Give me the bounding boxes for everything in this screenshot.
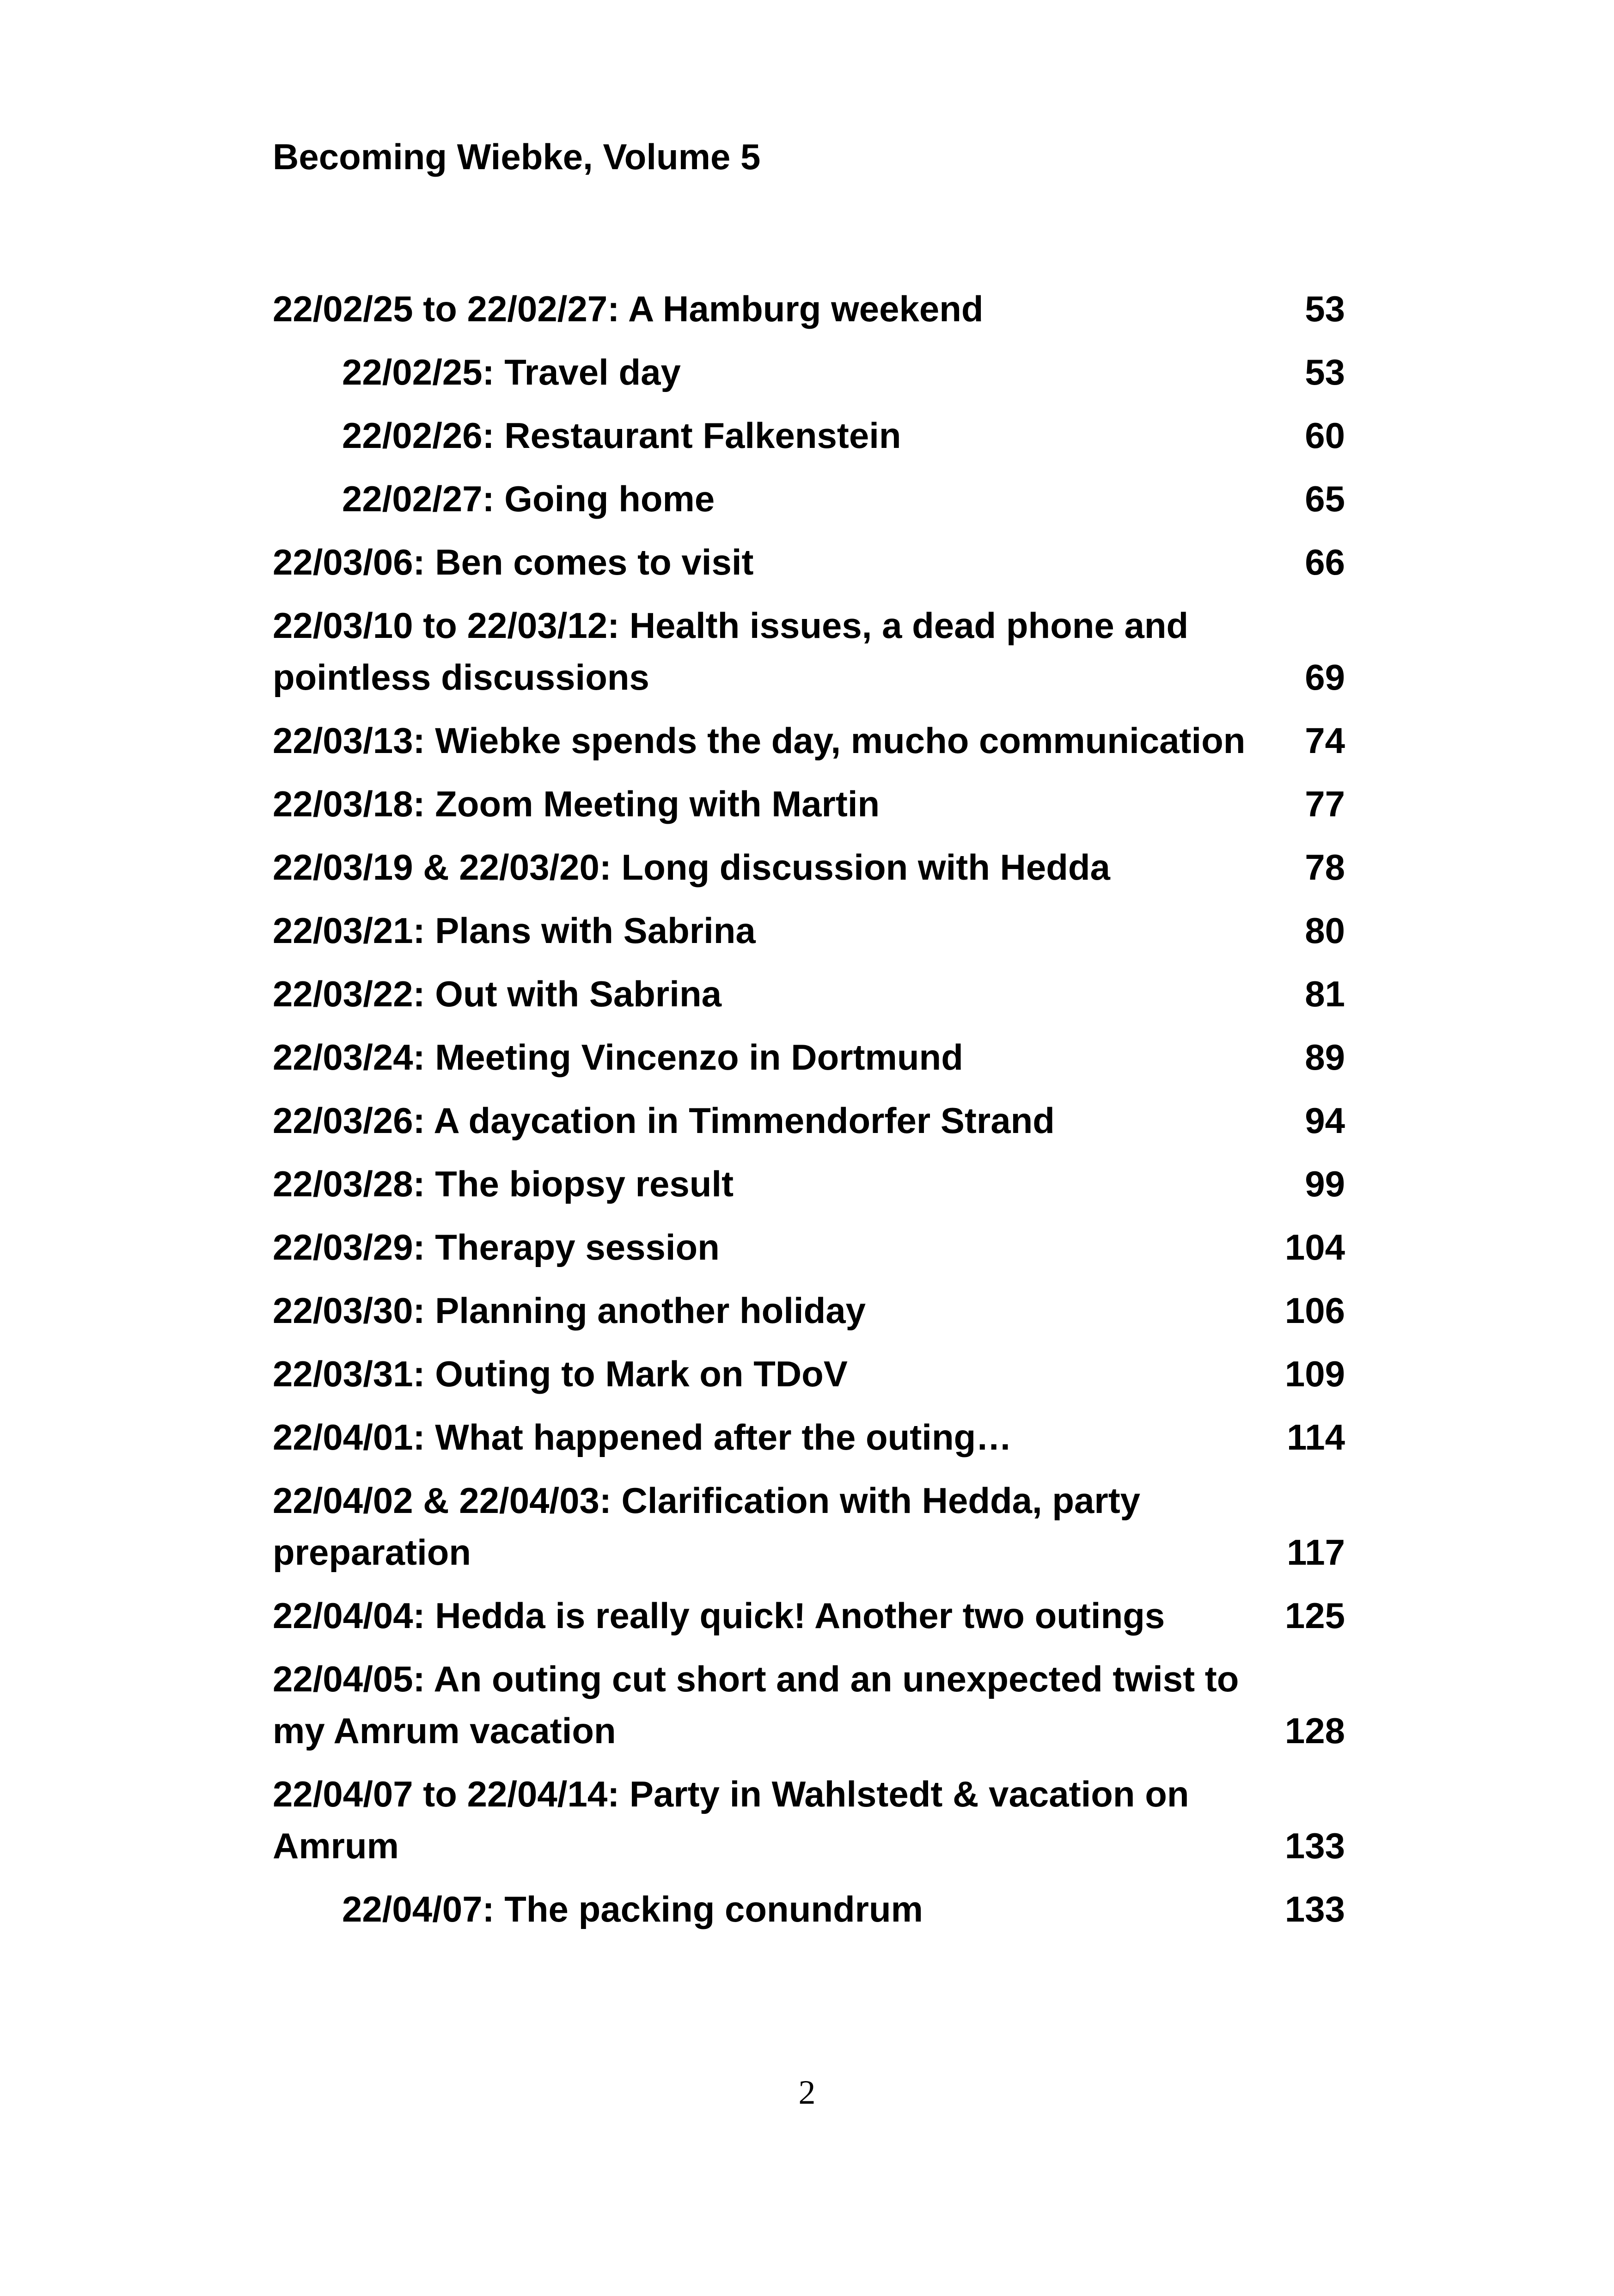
toc-entry[interactable] bbox=[273, 1031, 1345, 1083]
toc-entry-page: 133 bbox=[1284, 1889, 1345, 1929]
toc-entry[interactable] bbox=[273, 536, 1345, 588]
toc-entry-title: 22/04/01: What happened after the outing… bbox=[273, 1417, 1012, 1457]
toc-entry-title: 22/04/02 & 22/04/03: Clarification with Hedda, party preparation bbox=[273, 1480, 1141, 1573]
toc-entry-page: 117 bbox=[1287, 1532, 1345, 1573]
toc-entry[interactable] bbox=[273, 778, 1345, 830]
toc-entry-page: 78 bbox=[1305, 847, 1345, 888]
toc-entry[interactable] bbox=[273, 1475, 1345, 1578]
toc-entry-title: 22/02/26: Restaurant Falkenstein bbox=[342, 415, 901, 456]
toc-entry-page: 81 bbox=[1305, 974, 1345, 1014]
toc-entry[interactable] bbox=[273, 968, 1345, 1020]
toc-entry-page: 104 bbox=[1284, 1227, 1345, 1267]
table-of-contents bbox=[273, 283, 1345, 1947]
document-title: Becoming Wiebke, Volume 5 bbox=[273, 136, 761, 177]
toc-entry-page: 94 bbox=[1305, 1100, 1345, 1141]
toc-entry-title: 22/03/22: Out with Sabrina bbox=[273, 974, 721, 1014]
toc-entry-title: 22/02/25 to 22/02/27: A Hamburg weekend bbox=[273, 288, 984, 329]
toc-entry-page: 133 bbox=[1284, 1825, 1345, 1866]
toc-entry-title: 22/03/31: Outing to Mark on TDoV bbox=[273, 1353, 848, 1394]
toc-entry-title: 22/04/07: The packing conundrum bbox=[342, 1889, 923, 1929]
toc-entry-page: 89 bbox=[1305, 1037, 1345, 1078]
toc-entry-title: 22/03/21: Plans with Sabrina bbox=[273, 910, 756, 951]
toc-entry-page: 74 bbox=[1305, 720, 1345, 761]
toc-entry[interactable] bbox=[273, 905, 1345, 956]
toc-entry-title: 22/02/25: Travel day bbox=[342, 352, 681, 392]
toc-entry-title: 22/03/24: Meeting Vincenzo in Dortmund bbox=[273, 1037, 963, 1078]
toc-entry-page: 109 bbox=[1284, 1353, 1345, 1394]
toc-entry-title: 22/02/27: Going home bbox=[342, 478, 715, 519]
page-number: 2 bbox=[798, 2074, 816, 2112]
toc-entry-page: 53 bbox=[1305, 352, 1345, 392]
toc-entry-title: 22/04/05: An outing cut short and an unexpected twist to my Amrum vacation bbox=[273, 1659, 1239, 1751]
toc-entry-title: 22/04/07 to 22/04/14: Party in Wahlstedt & vacation on Amrum bbox=[273, 1774, 1189, 1866]
toc-entry[interactable] bbox=[273, 1348, 1345, 1400]
toc-entry-page: 125 bbox=[1284, 1595, 1345, 1636]
toc-entry-page: 99 bbox=[1305, 1163, 1345, 1204]
toc-entry-title: 22/03/18: Zoom Meeting with Martin bbox=[273, 784, 880, 824]
toc-entry-page: 66 bbox=[1305, 542, 1345, 582]
toc-entry-page: 53 bbox=[1305, 288, 1345, 329]
toc-entry[interactable] bbox=[273, 283, 1345, 335]
toc-entry-title: 22/03/10 to 22/03/12: Health issues, a dead phone and pointless discussions bbox=[273, 605, 1189, 698]
toc-entry[interactable] bbox=[273, 1095, 1345, 1146]
toc-entry-title: 22/03/06: Ben comes to visit bbox=[273, 542, 754, 582]
toc-entry[interactable] bbox=[273, 715, 1345, 766]
toc-entry[interactable] bbox=[273, 1158, 1345, 1210]
toc-entry-page: 114 bbox=[1287, 1417, 1345, 1457]
toc-entry[interactable] bbox=[273, 1653, 1345, 1757]
toc-entry-page: 77 bbox=[1305, 784, 1345, 824]
toc-entry[interactable] bbox=[273, 1221, 1345, 1273]
toc-entry-page: 60 bbox=[1305, 415, 1345, 456]
toc-entry[interactable] bbox=[273, 346, 1345, 398]
toc-entry-title: 22/03/28: The biopsy result bbox=[273, 1163, 734, 1204]
toc-entry-page: 128 bbox=[1284, 1710, 1345, 1751]
toc-entry[interactable] bbox=[273, 410, 1345, 461]
toc-entry-page: 80 bbox=[1305, 910, 1345, 951]
toc-entry-title: 22/03/29: Therapy session bbox=[273, 1227, 720, 1267]
toc-entry[interactable] bbox=[273, 1411, 1345, 1463]
toc-entry[interactable] bbox=[273, 1768, 1345, 1872]
toc-entry[interactable] bbox=[273, 1590, 1345, 1641]
toc-entry[interactable] bbox=[273, 841, 1345, 893]
toc-entry-page: 69 bbox=[1305, 657, 1345, 698]
toc-entry[interactable] bbox=[273, 1883, 1345, 1935]
toc-entry-title: 22/03/13: Wiebke spends the day, mucho communication bbox=[273, 720, 1246, 761]
toc-entry-title: 22/03/30: Planning another holiday bbox=[273, 1290, 866, 1331]
toc-entry-title: 22/03/19 & 22/03/20: Long discussion with Hedda bbox=[273, 847, 1110, 888]
toc-entry-page: 106 bbox=[1284, 1290, 1345, 1331]
toc-entry-title: 22/04/04: Hedda is really quick! Another two outings bbox=[273, 1595, 1165, 1636]
toc-entry[interactable] bbox=[273, 473, 1345, 525]
toc-entry-page: 65 bbox=[1305, 478, 1345, 519]
toc-entry-title: 22/03/26: A daycation in Timmendorfer Strand bbox=[273, 1100, 1055, 1141]
toc-entry[interactable] bbox=[273, 600, 1345, 703]
toc-entry[interactable] bbox=[273, 1285, 1345, 1336]
